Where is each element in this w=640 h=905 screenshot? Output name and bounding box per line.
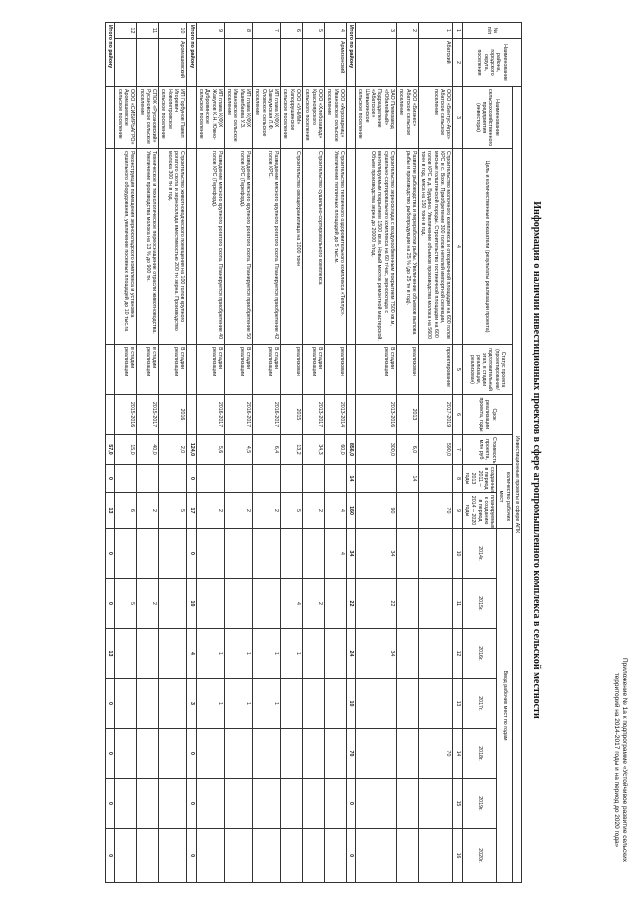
row-planned: 70 xyxy=(418,493,452,529)
row-goal: Строительство тепличного оздоровительного комплекса «Теплус». Увеличение тепличных площадей до 5 тыс.м. xyxy=(324,149,346,345)
row-created: 14 xyxy=(396,465,418,493)
row-year-jobs xyxy=(396,579,418,629)
row-district xyxy=(303,39,325,87)
total-year-jobs: 70 xyxy=(346,729,355,779)
row-num: 4 xyxy=(324,23,346,39)
column-index: 16 xyxy=(453,829,462,883)
row-year-jobs xyxy=(418,829,452,883)
header-year: 2016г. xyxy=(462,629,496,679)
row-year-jobs xyxy=(253,729,281,779)
total-year-jobs: 4 xyxy=(187,629,196,679)
column-index: 11 xyxy=(453,579,462,629)
row-status: В стадии реализации xyxy=(303,345,325,395)
row-year-jobs: 2 xyxy=(303,579,325,629)
row-period: 2016-2017 xyxy=(196,395,224,435)
row-year-jobs xyxy=(418,579,452,629)
row-year-jobs xyxy=(159,529,187,579)
row-year-jobs xyxy=(137,779,159,829)
row-created xyxy=(196,465,224,493)
table-row xyxy=(253,23,281,883)
row-year-jobs xyxy=(253,579,281,629)
row-planned: 5 xyxy=(281,493,303,529)
row-year-jobs xyxy=(159,729,187,779)
total-year-jobs: 3 xyxy=(187,679,196,729)
row-num: 6 xyxy=(281,23,303,39)
row-period: 2013-2014 xyxy=(324,395,346,435)
row-year-jobs xyxy=(196,779,224,829)
row-goal: Строительство животноводческого помещения на 100 голов крупного рогатого скота и зерносклада вместимостью 200 тн зерна. Производство молока 300 тн в год. xyxy=(159,149,187,345)
table-row xyxy=(159,23,187,883)
header-status: Статус проекта (проектирование/ подготовительный этап, в стадии реализации, реализован) xyxy=(462,345,512,395)
row-year-jobs xyxy=(115,829,137,883)
row-year-jobs xyxy=(303,629,325,679)
total-year-jobs: 0 xyxy=(106,829,115,883)
row-year-jobs: 1 xyxy=(281,629,303,679)
header-year: 2014г. xyxy=(462,529,496,579)
row-cost: 4,5 xyxy=(224,435,252,465)
row-period: 2016-2017 xyxy=(253,395,281,435)
row-year-jobs xyxy=(356,679,397,729)
row-created xyxy=(224,465,252,493)
row-planned: 2 xyxy=(196,493,224,529)
row-cost: 2,0 xyxy=(159,435,187,465)
row-org: СПОК «Русановский» Русановское сельское поселение xyxy=(137,87,159,149)
column-index: 8 xyxy=(453,465,462,493)
total-cost: 57,0 xyxy=(106,435,115,465)
header-year: 2020г. xyxy=(462,829,496,883)
row-year-jobs xyxy=(281,779,303,829)
total-year-jobs: 0 xyxy=(346,779,355,829)
total-year-jobs: 10 xyxy=(187,579,196,629)
header-goal: Цель и количественные показатели (результаты реализации проекта) xyxy=(462,149,512,345)
total-planned: 13 xyxy=(106,493,115,529)
total-year-jobs: 22 xyxy=(346,579,355,629)
header-planned: планируемых к созданию в период 2014 – 2020 годы xyxy=(462,493,496,529)
row-year-jobs xyxy=(396,629,418,679)
row-cost: 34,3 xyxy=(303,435,325,465)
row-year-jobs xyxy=(418,629,452,679)
column-index: 13 xyxy=(453,679,462,729)
row-status: реализован xyxy=(324,345,346,395)
empty-cell xyxy=(346,87,355,149)
row-period: 2016 xyxy=(159,395,187,435)
row-cost: 6,4 xyxy=(253,435,281,465)
row-year-jobs xyxy=(115,529,137,579)
total-label: Итого по району xyxy=(106,23,115,87)
row-period: 2013 xyxy=(396,395,418,435)
row-year-jobs xyxy=(253,829,281,883)
row-status: В стадии реализации xyxy=(224,345,252,395)
total-created: 0 xyxy=(106,465,115,493)
row-cost: 60,0 xyxy=(324,435,346,465)
row-year-jobs xyxy=(115,629,137,679)
empty-cell xyxy=(346,149,355,345)
row-org: ИП Горбунов Павел Игоревич Новопетровское сельское поселение xyxy=(159,87,187,149)
row-district xyxy=(224,39,252,87)
total-year-jobs: 0 xyxy=(187,729,196,779)
row-cost: 300,0 xyxy=(356,435,397,465)
total-year-jobs: 0 xyxy=(187,779,196,829)
row-year-jobs xyxy=(396,829,418,883)
table-total-row xyxy=(187,23,196,883)
column-index: 7 xyxy=(453,435,462,465)
row-year-jobs: 1 xyxy=(196,679,224,729)
row-year-jobs xyxy=(303,679,325,729)
row-org: ИП глава К(Ф)Х Замкумская Л.Ф. Оловское сельское поселение xyxy=(253,87,281,149)
row-year-jobs xyxy=(196,829,224,883)
row-year-jobs xyxy=(396,679,418,729)
row-created xyxy=(303,465,325,493)
row-district xyxy=(196,39,224,87)
row-num: 8 xyxy=(224,23,252,39)
total-created: 0 xyxy=(187,465,196,493)
row-year-jobs xyxy=(356,729,397,779)
column-index: 14 xyxy=(453,729,462,779)
row-planned: 4 xyxy=(324,493,346,529)
row-year-jobs xyxy=(253,529,281,579)
header-jobs-group: количество рабочих мест xyxy=(497,465,513,529)
row-district xyxy=(137,39,159,87)
row-year-jobs: 1 xyxy=(224,679,252,729)
empty-cell xyxy=(187,149,196,345)
total-year-jobs: 24 xyxy=(346,629,355,679)
empty-cell xyxy=(187,395,196,435)
row-period: 2017-2019 xyxy=(418,395,452,435)
row-year-jobs xyxy=(137,629,159,679)
row-year-jobs xyxy=(224,779,252,829)
header-year: 2015г. xyxy=(462,579,496,629)
row-district: Абатский xyxy=(418,39,452,87)
row-year-jobs: 4 xyxy=(281,579,303,629)
row-year-jobs xyxy=(356,829,397,883)
row-planned: 2 xyxy=(253,493,281,529)
row-year-jobs xyxy=(196,729,224,779)
row-district: Армизонский xyxy=(324,39,346,87)
projects-table xyxy=(105,22,522,883)
row-goal: Строительство молочного комплекса и откормочной площадки на 600 голов КРС в с. Вохе. Приобретение 300 голов нетелей импортной селекции, мясные голштинской породы. Строительство гостиничной площадки на 600 голов КРС в д. Бурдино. Увеличение объемов производства молока на 5600 тонн в год, мяса на 150 тонн в год. xyxy=(418,149,452,345)
column-index: 12 xyxy=(453,629,462,679)
row-year-jobs xyxy=(224,729,252,779)
total-planned: 17 xyxy=(187,493,196,529)
header-num: № п/п xyxy=(462,23,521,39)
empty-cell xyxy=(187,345,196,395)
total-year-jobs: 0 xyxy=(106,779,115,829)
total-year-jobs: 13 xyxy=(106,629,115,679)
row-year-jobs xyxy=(253,779,281,829)
row-num: 5 xyxy=(303,23,325,39)
row-year-jobs xyxy=(224,829,252,883)
row-year-jobs xyxy=(303,779,325,829)
column-index: 10 xyxy=(453,529,462,579)
row-year-jobs: 1 xyxy=(196,629,224,679)
row-year-jobs xyxy=(418,779,452,829)
row-goal: Строительство сушильно-сортировального комплекса xyxy=(303,149,325,345)
total-year-jobs: 0 xyxy=(106,579,115,629)
column-index: 2 xyxy=(453,39,462,87)
row-year-jobs xyxy=(159,579,187,629)
total-year-jobs: 0 xyxy=(187,829,196,883)
table-row xyxy=(356,23,397,883)
row-year-jobs xyxy=(356,779,397,829)
row-year-jobs xyxy=(281,679,303,729)
table-row xyxy=(418,23,452,883)
row-year-jobs xyxy=(137,729,159,779)
table-row xyxy=(396,23,418,883)
total-year-jobs: 0 xyxy=(106,529,115,579)
row-num: 10 xyxy=(159,23,187,39)
column-index: 4 xyxy=(453,149,462,345)
row-period: 2015-2017 xyxy=(137,395,159,435)
column-index: 3 xyxy=(453,87,462,149)
row-cost: 5,6 xyxy=(196,435,224,465)
row-goal: Реконструкция помещения зерноскладского комплекса и установка сушильного оборудования, увеличение посевных площадей до 10 тыс.га xyxy=(115,149,137,345)
row-org: ООО «УНИМ» Капоррушинское сельское поселение xyxy=(281,87,303,149)
row-planned: 2 xyxy=(137,493,159,529)
row-district xyxy=(281,39,303,87)
row-org: ООО «Бентус-Агро» Абатское сельское поселение xyxy=(418,87,452,149)
row-created xyxy=(356,465,397,493)
row-num: 7 xyxy=(253,23,281,39)
row-num: 3 xyxy=(356,23,397,39)
table-total-row xyxy=(346,23,355,883)
row-year-jobs xyxy=(303,729,325,779)
row-org: ООО «Хлебозавод» Красноярского сельского поселения xyxy=(303,87,325,149)
table-row xyxy=(324,23,346,883)
column-index: 9 xyxy=(453,493,462,529)
row-year-jobs xyxy=(224,529,252,579)
row-district xyxy=(253,39,281,87)
header-period: Срок реализации проекта, годы xyxy=(462,395,512,435)
row-cost: 15,0 xyxy=(115,435,137,465)
row-year-jobs xyxy=(115,729,137,779)
row-year-jobs: 4 xyxy=(324,529,346,579)
total-label: Итого по району xyxy=(187,23,196,87)
row-year-jobs xyxy=(303,529,325,579)
row-cost: 40,0 xyxy=(137,435,159,465)
column-index: 5 xyxy=(453,345,462,395)
row-num: 9 xyxy=(196,23,224,39)
row-cost: 13,2 xyxy=(281,435,303,465)
row-year-jobs: 70 xyxy=(418,729,452,779)
row-created xyxy=(115,465,137,493)
row-planned: 2 xyxy=(224,493,252,529)
row-created xyxy=(137,465,159,493)
row-status: в стадии реализации xyxy=(115,345,137,395)
row-period: 2015 xyxy=(281,395,303,435)
row-year-jobs xyxy=(137,679,159,729)
row-status: проектирование xyxy=(418,345,452,395)
header-org: Наименование сельскохозяйственного предприятия (инвестора) xyxy=(462,87,512,149)
total-year-jobs: 0 xyxy=(346,829,355,883)
row-goal: Строительство овощехранилища на 1000 тонн xyxy=(281,149,303,345)
table-row xyxy=(303,23,325,883)
row-year-jobs xyxy=(281,529,303,579)
total-year-jobs: 10 xyxy=(346,679,355,729)
column-index: 6 xyxy=(453,395,462,435)
page-title: Информация о наличии инвестиционных проектов в сфере агропромышленного комплекса в сельской местности xyxy=(531,201,542,719)
row-status: В стадии реализации xyxy=(196,345,224,395)
empty-cell xyxy=(106,345,115,395)
row-district xyxy=(396,39,418,87)
row-year-jobs xyxy=(418,679,452,729)
row-goal: Развитие рыбоводства и переработки рыбы. Увеличение объемов вылова рыбы и производство рыбопродукции на 25 % (до 25 тн в год). xyxy=(396,149,418,345)
row-created xyxy=(159,465,187,493)
row-goal: Разведение мясного крупного рогатого скота. Планируется приобретение 42 голов КРС. xyxy=(253,149,281,345)
header-year: 2018г. xyxy=(462,729,496,779)
column-index-row xyxy=(453,23,462,883)
row-year-jobs xyxy=(396,729,418,779)
row-created xyxy=(253,465,281,493)
row-district xyxy=(356,39,397,87)
row-cost: 590,0 xyxy=(418,435,452,465)
header-year: 2017г. xyxy=(462,679,496,729)
row-year-jobs xyxy=(324,579,346,629)
row-year-jobs xyxy=(281,829,303,883)
row-year-jobs: 1 xyxy=(253,679,281,729)
row-org: ООО «Бизнес» Абатское сельское поселение xyxy=(396,87,418,149)
row-year-jobs xyxy=(396,529,418,579)
row-year-jobs xyxy=(324,729,346,779)
total-year-jobs: 0 xyxy=(106,679,115,729)
total-cost: 124,0 xyxy=(187,435,196,465)
table-row xyxy=(115,23,137,883)
row-year-jobs xyxy=(303,829,325,883)
appendix-note: Приложение № 1a к подпрограмме «Устойчивое развитие сельских территорий на 2014-2017 годы и на период до 2020 года» xyxy=(613,657,628,863)
row-status: реализован xyxy=(396,345,418,395)
row-org: ООО «Агрозарниц» Ивановское сельское поселение xyxy=(324,87,346,149)
column-index: 15 xyxy=(453,779,462,829)
row-status: в стадии реализации xyxy=(137,345,159,395)
row-year-jobs: 1 xyxy=(253,629,281,679)
row-year-jobs xyxy=(324,829,346,883)
row-goal: Разведение мясного крупного рогатого скота. Планируется приобретение 40 голов КРС (Герефорд). xyxy=(196,149,224,345)
row-year-jobs xyxy=(224,579,252,629)
row-planned: 5 xyxy=(159,493,187,529)
row-org: ИП глава К(Ф)Х Жакупов К.Н. Южно-Дубровинское сельское поселение xyxy=(196,87,224,149)
row-planned: 2 xyxy=(303,493,325,529)
row-org: ИП глава К(Ф)Х Ишимбаева У.З. Ивановское сельское поселение xyxy=(224,87,252,149)
empty-cell xyxy=(106,87,115,149)
row-status: В стадии реализации xyxy=(253,345,281,395)
row-period: 2013-2017 xyxy=(303,395,325,435)
row-year-jobs xyxy=(159,629,187,679)
header-invest-group: Инвестиционные проекты в сфере АПК xyxy=(512,87,521,883)
table-row xyxy=(196,23,224,883)
row-year-jobs xyxy=(137,529,159,579)
header-district: Наименование района, городского округа, поселения xyxy=(462,39,521,87)
row-year-jobs: 1 xyxy=(224,629,252,679)
row-year-jobs: 22 xyxy=(356,579,397,629)
total-year-jobs: 0 xyxy=(187,529,196,579)
row-cost: 6,0 xyxy=(396,435,418,465)
row-planned xyxy=(396,493,418,529)
table-row xyxy=(137,23,159,883)
table-row xyxy=(281,23,303,883)
row-created xyxy=(324,465,346,493)
row-year-jobs: 34 xyxy=(356,629,397,679)
row-year-jobs xyxy=(196,529,224,579)
row-year-jobs xyxy=(115,779,137,829)
header-cost: Стоимость проекта, млн руб xyxy=(462,435,512,465)
row-status: В стадии реализации xyxy=(159,345,187,395)
row-year-jobs: 5 xyxy=(115,579,137,629)
row-year-jobs: 2 xyxy=(137,579,159,629)
row-goal: Разведение мясного крупного рогатого скота. Планируется приобретение 50 голов КРС (Герефорд). xyxy=(224,149,252,345)
row-year-jobs xyxy=(324,779,346,829)
row-year-jobs: 34 xyxy=(356,529,397,579)
row-period: 2016-2017 xyxy=(224,395,252,435)
row-num: 11 xyxy=(137,23,159,39)
row-district xyxy=(115,39,137,87)
table-row xyxy=(224,23,252,883)
row-year-jobs xyxy=(418,529,452,579)
row-year-jobs xyxy=(159,679,187,729)
table-body xyxy=(106,23,463,883)
row-period: 2013-2016 xyxy=(356,395,397,435)
row-planned: 90 xyxy=(356,493,397,529)
total-created: 14 xyxy=(346,465,355,493)
empty-cell xyxy=(346,395,355,435)
row-goal: Техническое и технологическое переоснащение отрасли животноводства. Увеличение производства молока на 13 % до 900 тн. xyxy=(137,149,159,345)
row-goal: Строительство зерносклада с воздухообменным покрытием 7500 кв.м, сушильно-сортировального комплекса на 60 т/час, зерносклада с вентилируемым покрытием 1500 кв.м. Новый мехток ремонтной мастерской. Объем производства зерна до 20000 т/год. xyxy=(356,149,397,345)
table-total-row xyxy=(106,23,115,883)
header-year: 2019г. xyxy=(462,779,496,829)
row-year-jobs xyxy=(396,779,418,829)
empty-cell xyxy=(106,149,115,345)
row-org: ООО «СИБИРЬАГРО» Аромашевское сельское поселение xyxy=(115,87,137,149)
empty-cell xyxy=(346,345,355,395)
total-year-jobs: 34 xyxy=(346,529,355,579)
total-planned: 160 xyxy=(346,493,355,529)
row-year-jobs xyxy=(324,679,346,729)
row-planned: 6 xyxy=(115,493,137,529)
row-status: В стадии реализации xyxy=(356,345,397,395)
row-num: 1 xyxy=(418,23,452,39)
row-created xyxy=(281,465,303,493)
row-org: ЗАО Племзавод «Юбилейный» Подразделение «Абатское» Шевыкинское сельское поселение xyxy=(356,87,397,149)
row-year-jobs xyxy=(115,679,137,729)
row-year-jobs xyxy=(159,829,187,883)
row-year-jobs xyxy=(137,829,159,883)
row-num: 2 xyxy=(396,23,418,39)
row-status: реализован xyxy=(281,345,303,395)
row-period: 2015-2016 xyxy=(115,395,137,435)
column-index: 1 xyxy=(453,23,462,39)
row-created xyxy=(418,465,452,493)
empty-cell xyxy=(187,87,196,149)
total-year-jobs: 0 xyxy=(106,729,115,779)
row-year-jobs xyxy=(281,729,303,779)
row-year-jobs xyxy=(196,579,224,629)
header-jobs-by-year: Ввод рабочих мест по годам xyxy=(497,529,513,883)
row-year-jobs xyxy=(159,779,187,829)
empty-cell xyxy=(106,395,115,435)
row-num: 12 xyxy=(115,23,137,39)
header-created: созданных в период 2011 – 2013 годы xyxy=(462,465,496,493)
total-label: Итого по району xyxy=(346,23,355,87)
total-cost: 856,0 xyxy=(346,435,355,465)
row-year-jobs xyxy=(324,629,346,679)
row-district: Аромашевский xyxy=(159,39,187,87)
